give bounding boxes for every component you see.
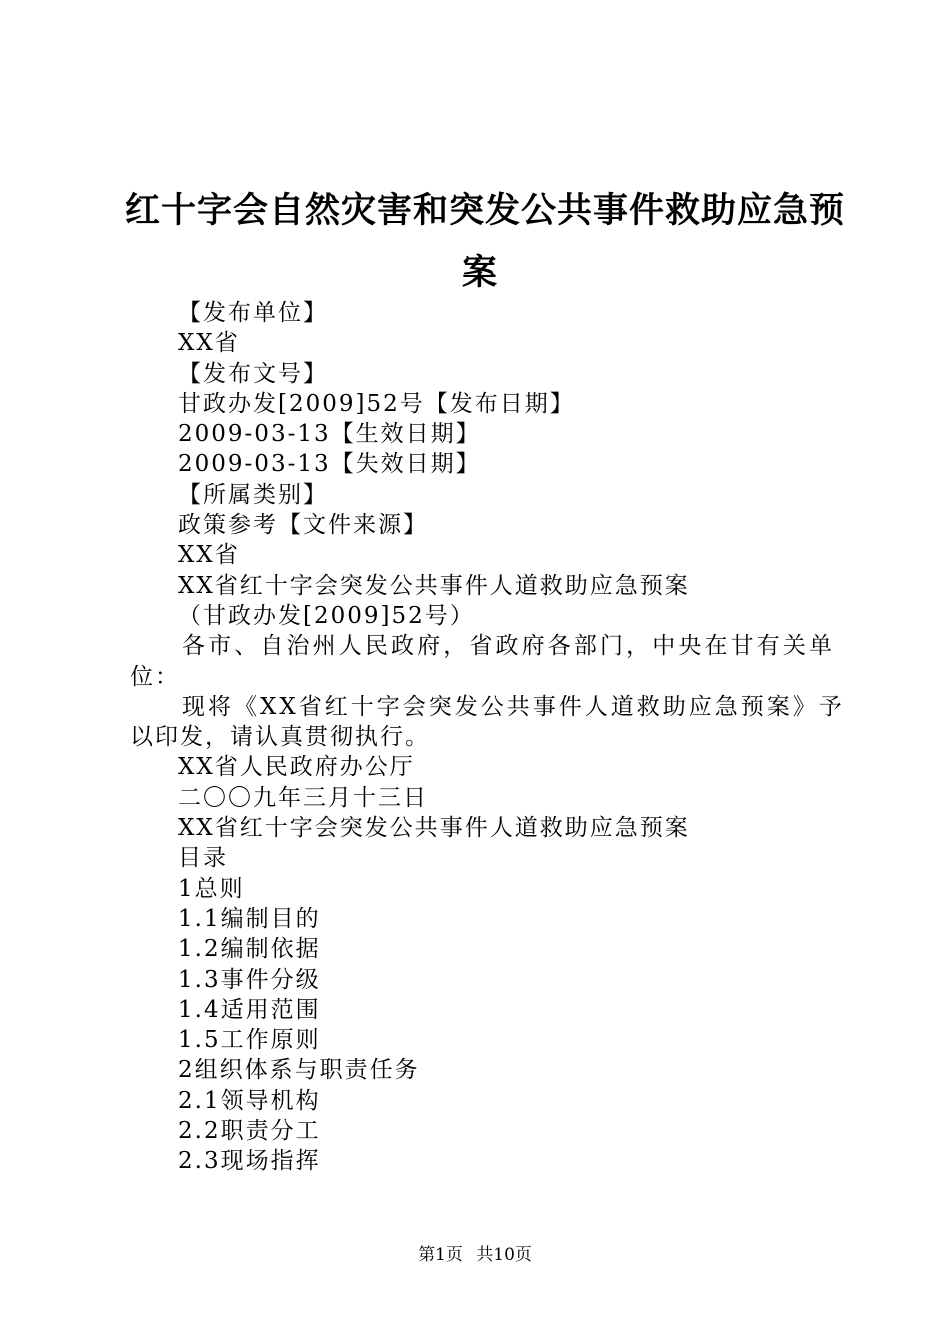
title-line-2: 案: [461, 252, 498, 293]
document-number-value: 甘政办发[2009]52号【发布日期】: [178, 390, 575, 417]
toc-heading: 目录: [178, 845, 228, 872]
issue-date-text: 二〇〇九年三月十三日: [178, 784, 428, 811]
toc-item: 2.3现场指挥: [178, 1148, 321, 1175]
toc-item: 1.4适用范围: [178, 996, 321, 1023]
document-title: [125, 180, 846, 304]
toc-item: 2组织体系与职责任务: [178, 1057, 420, 1084]
issuing-unit-value: XX省: [178, 330, 240, 357]
notice-line: 现将《XX省红十字会突发公共事件人道救助应急预案》予: [182, 693, 845, 720]
toc-item: 1.2编制依据: [178, 936, 321, 963]
label-category: 【所属类别】: [178, 481, 328, 508]
source-value: XX省: [178, 542, 240, 569]
page-total: 共10页: [476, 1245, 532, 1265]
issuing-office: XX省人民政府办公厅: [178, 754, 415, 781]
page-footer: [0, 1243, 950, 1267]
label-issuing-unit: 【发布单位】: [178, 300, 328, 326]
plan-heading: XX省红十字会突发公共事件人道救助应急预案: [178, 572, 690, 599]
label-document-number: 【发布文号】: [178, 360, 328, 387]
toc-item: 1.1编制目的: [178, 905, 321, 932]
notice-continuation: 以印发，请认真贯彻执行。: [130, 724, 430, 751]
addressee-continuation: 位：: [130, 663, 180, 690]
title-line-1: 红十字会自然灾害和突发公共事件救助应急预: [125, 190, 846, 231]
toc-item: 2.1领导机构: [178, 1087, 321, 1114]
toc-item: 2.2职责分工: [178, 1118, 321, 1145]
toc-item: 1.3事件分级: [178, 966, 321, 993]
toc-item: 1.5工作原则: [178, 1027, 321, 1054]
addressee-line: 各市、自治州人民政府，省政府各部门，中央在甘有关单: [182, 633, 835, 660]
category-value: 政策参考【文件来源】: [178, 512, 428, 539]
plan-title: XX省红十字会突发公共事件人道救助应急预案: [178, 815, 690, 842]
page-number: 第1页: [418, 1245, 463, 1265]
plan-reference: （甘政办发[2009]52号）: [178, 602, 475, 629]
effective-date-value: 2009-03-13【失效日期】: [178, 451, 481, 478]
issue-date-value: 2009-03-13【生效日期】: [178, 421, 481, 448]
toc-item: 1总则: [178, 875, 245, 902]
document-body: [130, 298, 845, 1177]
